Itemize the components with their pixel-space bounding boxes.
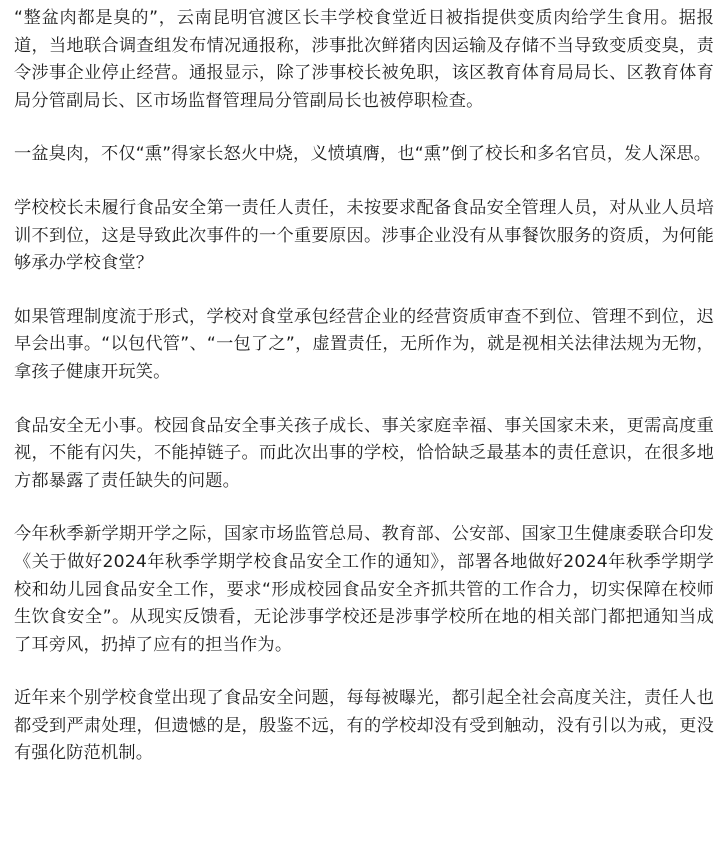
article-body <box>14 5 714 794</box>
paragraph-3: 学校校长未履行食品安全第一责任人责任，未按要求配备食品安全管理人员，对从业人员培训不到位，这是导致此次事件的一个重要原因。涉事企业没有从事餐饮服务的资质，为何能够承办学校食堂？ <box>14 197 714 274</box>
paragraph-7: 近年来个别学校食堂出现了食品安全问题，每每被曝光，都引起全社会高度关注，责任人也都受到严肃处理，但遗憾的是，殷鉴不远，有的学校却没有受到触动，没有引以为戒，更没有强化防范机制。 <box>14 688 714 764</box>
paragraph-1: “整盆肉都是臭的”，云南昆明官渡区长丰学校食堂近日被指提供变质肉给学生食用。据报道，当地联合调查组发布情况通报称，涉事批次鲜猪肉因运输及存储不当导致变质变臭，责令涉事企业停止经营。通报显示，除了涉事校长被免职，该区教育体育局局长、区教育体育局分管副局长、区市场监督管理局分管副局长也被停职检查。 <box>14 8 714 111</box>
paragraph-5: 食品安全无小事。校园食品安全事关孩子成长、事关家庭幸福、事关国家未来，更需高度重视，不能有闪失，不能掉链子。而此次出事的学校，恰恰缺乏最基本的责任意识，在很多地方都暴露了责任缺失的问题。 <box>14 415 714 491</box>
paragraph-4: 如果管理制度流于形式，学校对食堂承包经营企业的经营资质审查不到位、管理不到位，迟早会出事。“以包代管”、“一包了之”，虚置责任，无所作为，就是视相关法律法规为无物，拿孩子健康开玩笑。 <box>14 306 714 382</box>
paragraph-2: 一盆臭肉，不仅“熏”得家长怒火中烧，义愤填膺，也“熏”倒了校长和多名官员，发人深思。 <box>14 144 712 165</box>
paragraph-6: 今年秋季新学期开学之际，国家市场监管总局、教育部、公安部、国家卫生健康委联合印发《关于做好2024年秋季学期学校食品安全工作的通知》，部署各地做好2024年秋季学期学校和幼儿园食品安全工作，要求“形成校园食品安全齐抓共管的工作合力，切实保障在校师生饮食安全”。从现实反馈看，无论涉事学校还是涉事学校所在地的相关部门都把通知当成了耳旁风，扔掉了应有的担当作为。 <box>14 524 714 655</box>
